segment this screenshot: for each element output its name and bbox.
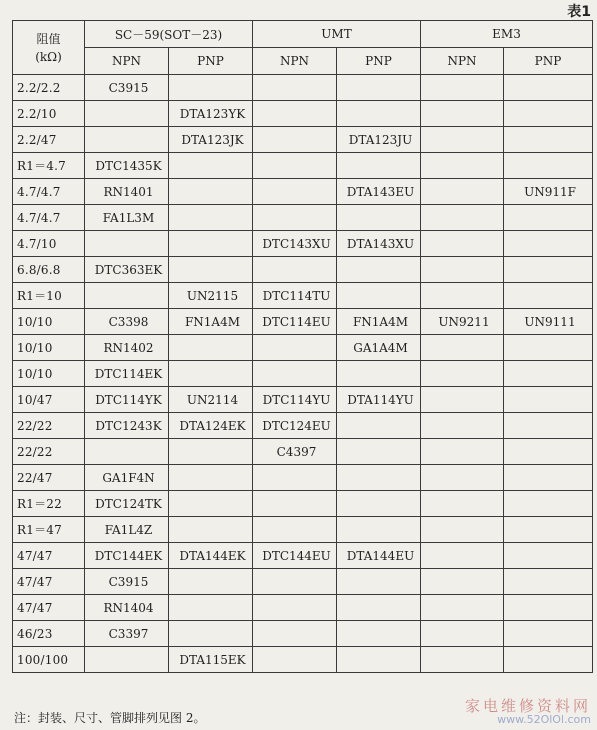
part-number-cell	[85, 647, 169, 673]
part-number-cell	[504, 543, 593, 569]
resistance-cell: 10/10	[13, 361, 85, 387]
part-number-cell	[253, 127, 337, 153]
part-number-cell: DTC363EK	[85, 257, 169, 283]
subheader-npn: NPN	[421, 48, 504, 75]
part-number-cell	[504, 205, 593, 231]
part-number-cell	[169, 231, 253, 257]
part-number-cell	[337, 569, 421, 595]
part-number-cell: DTC144EK	[85, 543, 169, 569]
part-number-cell: UN2114	[169, 387, 253, 413]
part-number-cell: DTA114YU	[337, 387, 421, 413]
part-number-cell: UN9111	[504, 309, 593, 335]
part-number-cell	[337, 101, 421, 127]
table-row	[13, 231, 593, 257]
part-number-cell: FN1A4M	[169, 309, 253, 335]
table-row	[13, 101, 593, 127]
group-header-em3: EM3	[421, 21, 593, 48]
part-number-cell: DTC1435K	[85, 153, 169, 179]
part-number-cell	[421, 439, 504, 465]
part-number-cell	[253, 465, 337, 491]
part-number-cell	[253, 517, 337, 543]
table-body	[13, 75, 593, 673]
part-number-cell	[504, 517, 593, 543]
part-number-cell	[337, 205, 421, 231]
resistance-cell: 2.2/47	[13, 127, 85, 153]
part-number-cell	[337, 75, 421, 101]
part-number-cell	[253, 101, 337, 127]
part-number-cell	[253, 257, 337, 283]
part-number-cell	[504, 387, 593, 413]
resistance-cell: 4.7/10	[13, 231, 85, 257]
part-number-cell: C3397	[85, 621, 169, 647]
part-number-cell	[421, 543, 504, 569]
part-number-cell	[504, 127, 593, 153]
part-number-cell	[337, 439, 421, 465]
table-row	[13, 387, 593, 413]
part-number-cell: DTA123JK	[169, 127, 253, 153]
part-number-cell	[504, 621, 593, 647]
part-number-cell: C3398	[85, 309, 169, 335]
watermark-text: 家电维修资料网	[464, 697, 591, 715]
part-number-cell	[504, 153, 593, 179]
part-number-cell: DTA143EU	[337, 179, 421, 205]
part-number-cell	[169, 153, 253, 179]
part-number-cell: DTA143XU	[337, 231, 421, 257]
part-number-cell	[421, 387, 504, 413]
group-header-sc59: SC－59(SOT－23)	[85, 21, 253, 48]
table-row	[13, 595, 593, 621]
part-number-cell	[169, 439, 253, 465]
transistor-table	[12, 20, 593, 673]
part-number-cell: DTC114TU	[253, 283, 337, 309]
part-number-cell	[421, 231, 504, 257]
part-number-cell: DTC124TK	[85, 491, 169, 517]
part-number-cell	[337, 517, 421, 543]
resistance-cell: 22/47	[13, 465, 85, 491]
part-number-cell	[253, 621, 337, 647]
part-number-cell: DTC114EK	[85, 361, 169, 387]
table-row	[13, 127, 593, 153]
part-number-cell	[337, 361, 421, 387]
part-number-cell	[169, 335, 253, 361]
part-number-cell	[253, 595, 337, 621]
part-number-cell	[504, 569, 593, 595]
part-number-cell: DTC143XU	[253, 231, 337, 257]
part-number-cell	[504, 75, 593, 101]
table-row	[13, 75, 593, 101]
resistance-cell: 47/47	[13, 595, 85, 621]
part-number-cell	[337, 647, 421, 673]
resistance-header	[13, 21, 85, 75]
subheader-pnp: PNP	[337, 48, 421, 75]
part-number-cell	[504, 361, 593, 387]
resistance-cell: 4.7/4.7	[13, 205, 85, 231]
part-number-cell	[421, 569, 504, 595]
table-number-label: 表1	[567, 4, 591, 20]
part-number-cell	[169, 595, 253, 621]
header-row-groups	[13, 21, 593, 48]
table-row	[13, 465, 593, 491]
table-row	[13, 647, 593, 673]
part-number-cell: RN1402	[85, 335, 169, 361]
resistance-cell: R1＝4.7	[13, 153, 85, 179]
table-row	[13, 283, 593, 309]
part-number-cell	[421, 595, 504, 621]
table-row	[13, 413, 593, 439]
part-number-cell: DTA123YK	[169, 101, 253, 127]
table-row	[13, 491, 593, 517]
part-number-cell	[169, 491, 253, 517]
subheader-pnp: PNP	[504, 48, 593, 75]
resistance-cell: R1＝10	[13, 283, 85, 309]
part-number-cell	[85, 101, 169, 127]
part-number-cell: C4397	[253, 439, 337, 465]
part-number-cell	[85, 127, 169, 153]
resistance-cell: 2.2/10	[13, 101, 85, 127]
table-row	[13, 621, 593, 647]
part-number-cell	[421, 491, 504, 517]
part-number-cell	[169, 257, 253, 283]
part-number-cell	[337, 491, 421, 517]
part-number-cell: FN1A4M	[337, 309, 421, 335]
part-number-cell	[253, 75, 337, 101]
resistance-cell: 10/10	[13, 309, 85, 335]
part-number-cell	[85, 283, 169, 309]
part-number-cell	[169, 75, 253, 101]
part-number-cell	[421, 153, 504, 179]
part-number-cell: GA1A4M	[337, 335, 421, 361]
resistance-header-line1: 阻值	[36, 31, 61, 46]
part-number-cell	[337, 413, 421, 439]
part-number-cell: RN1404	[85, 595, 169, 621]
part-number-cell: DTC124EU	[253, 413, 337, 439]
part-number-cell	[421, 101, 504, 127]
group-header-umt: UMT	[253, 21, 421, 48]
table-row	[13, 569, 593, 595]
subheader-npn: NPN	[85, 48, 169, 75]
table-row	[13, 335, 593, 361]
subheader-pnp: PNP	[169, 48, 253, 75]
part-number-cell	[253, 647, 337, 673]
resistance-cell: 2.2/2.2	[13, 75, 85, 101]
part-number-cell	[169, 517, 253, 543]
part-number-cell	[504, 101, 593, 127]
part-number-cell	[421, 205, 504, 231]
part-number-cell	[421, 361, 504, 387]
part-number-cell	[504, 439, 593, 465]
part-number-cell	[337, 621, 421, 647]
resistance-cell: 6.8/6.8	[13, 257, 85, 283]
part-number-cell	[253, 153, 337, 179]
header-row-types	[13, 48, 593, 75]
part-number-cell	[169, 179, 253, 205]
part-number-cell: DTA144EK	[169, 543, 253, 569]
part-number-cell	[504, 413, 593, 439]
resistance-cell: R1＝22	[13, 491, 85, 517]
part-number-cell: C3915	[85, 569, 169, 595]
part-number-cell	[253, 205, 337, 231]
part-number-cell: DTA115EK	[169, 647, 253, 673]
subheader-npn: NPN	[253, 48, 337, 75]
part-number-cell	[85, 439, 169, 465]
part-number-cell	[421, 335, 504, 361]
part-number-cell	[504, 257, 593, 283]
part-number-cell	[337, 257, 421, 283]
resistance-cell: 4.7/4.7	[13, 179, 85, 205]
part-number-cell: GA1F4N	[85, 465, 169, 491]
part-number-cell	[85, 231, 169, 257]
part-number-cell: DTC114YK	[85, 387, 169, 413]
part-number-cell: FA1L3M	[85, 205, 169, 231]
part-number-cell	[504, 595, 593, 621]
part-number-cell: DTC114YU	[253, 387, 337, 413]
part-number-cell	[253, 361, 337, 387]
part-number-cell	[421, 179, 504, 205]
part-number-cell	[421, 517, 504, 543]
part-number-cell	[421, 257, 504, 283]
part-number-cell	[504, 465, 593, 491]
table-row	[13, 205, 593, 231]
part-number-cell	[337, 153, 421, 179]
part-number-cell	[253, 335, 337, 361]
part-number-cell: DTA124EK	[169, 413, 253, 439]
resistance-cell: 22/22	[13, 413, 85, 439]
part-number-cell	[253, 491, 337, 517]
part-number-cell: C3915	[85, 75, 169, 101]
part-number-cell: UN2115	[169, 283, 253, 309]
part-number-cell	[504, 335, 593, 361]
resistance-cell: 46/23	[13, 621, 85, 647]
watermark-url: www.52OlOl.com	[497, 713, 591, 726]
resistance-cell: 47/47	[13, 569, 85, 595]
part-number-cell	[253, 179, 337, 205]
part-number-cell	[421, 127, 504, 153]
table-row	[13, 517, 593, 543]
table-row	[13, 361, 593, 387]
part-number-cell	[169, 569, 253, 595]
part-number-cell	[504, 283, 593, 309]
part-number-cell	[337, 595, 421, 621]
part-number-cell	[169, 361, 253, 387]
resistance-header-line2: (kΩ)	[35, 49, 62, 64]
part-number-cell: FA1L4Z	[85, 517, 169, 543]
part-number-cell	[421, 465, 504, 491]
part-number-cell	[169, 465, 253, 491]
part-number-cell: DTC1243K	[85, 413, 169, 439]
table-row	[13, 309, 593, 335]
part-number-cell	[504, 647, 593, 673]
part-number-cell	[421, 621, 504, 647]
table-row	[13, 153, 593, 179]
footnote: 注：封装、尺寸、管脚排列见图 2。	[14, 711, 206, 725]
part-number-cell: UN9211	[421, 309, 504, 335]
part-number-cell: DTA144EU	[337, 543, 421, 569]
part-number-cell	[504, 491, 593, 517]
part-number-cell	[337, 465, 421, 491]
resistance-cell: 10/47	[13, 387, 85, 413]
part-number-cell	[337, 283, 421, 309]
resistance-cell: 100/100	[13, 647, 85, 673]
part-number-cell	[169, 205, 253, 231]
part-number-cell	[421, 283, 504, 309]
resistance-cell: 47/47	[13, 543, 85, 569]
part-number-cell	[421, 647, 504, 673]
part-number-cell	[169, 621, 253, 647]
table-row	[13, 543, 593, 569]
part-number-cell	[504, 231, 593, 257]
resistance-cell: 10/10	[13, 335, 85, 361]
part-number-cell	[253, 569, 337, 595]
part-number-cell: DTC144EU	[253, 543, 337, 569]
resistance-cell: R1＝47	[13, 517, 85, 543]
table-row	[13, 257, 593, 283]
part-number-cell	[421, 75, 504, 101]
part-number-cell: UN911F	[504, 179, 593, 205]
table-row	[13, 179, 593, 205]
resistance-cell: 22/22	[13, 439, 85, 465]
part-number-cell: DTC114EU	[253, 309, 337, 335]
table-row	[13, 439, 593, 465]
part-number-cell: RN1401	[85, 179, 169, 205]
part-number-cell	[421, 413, 504, 439]
watermark	[464, 697, 591, 726]
part-number-cell: DTA123JU	[337, 127, 421, 153]
